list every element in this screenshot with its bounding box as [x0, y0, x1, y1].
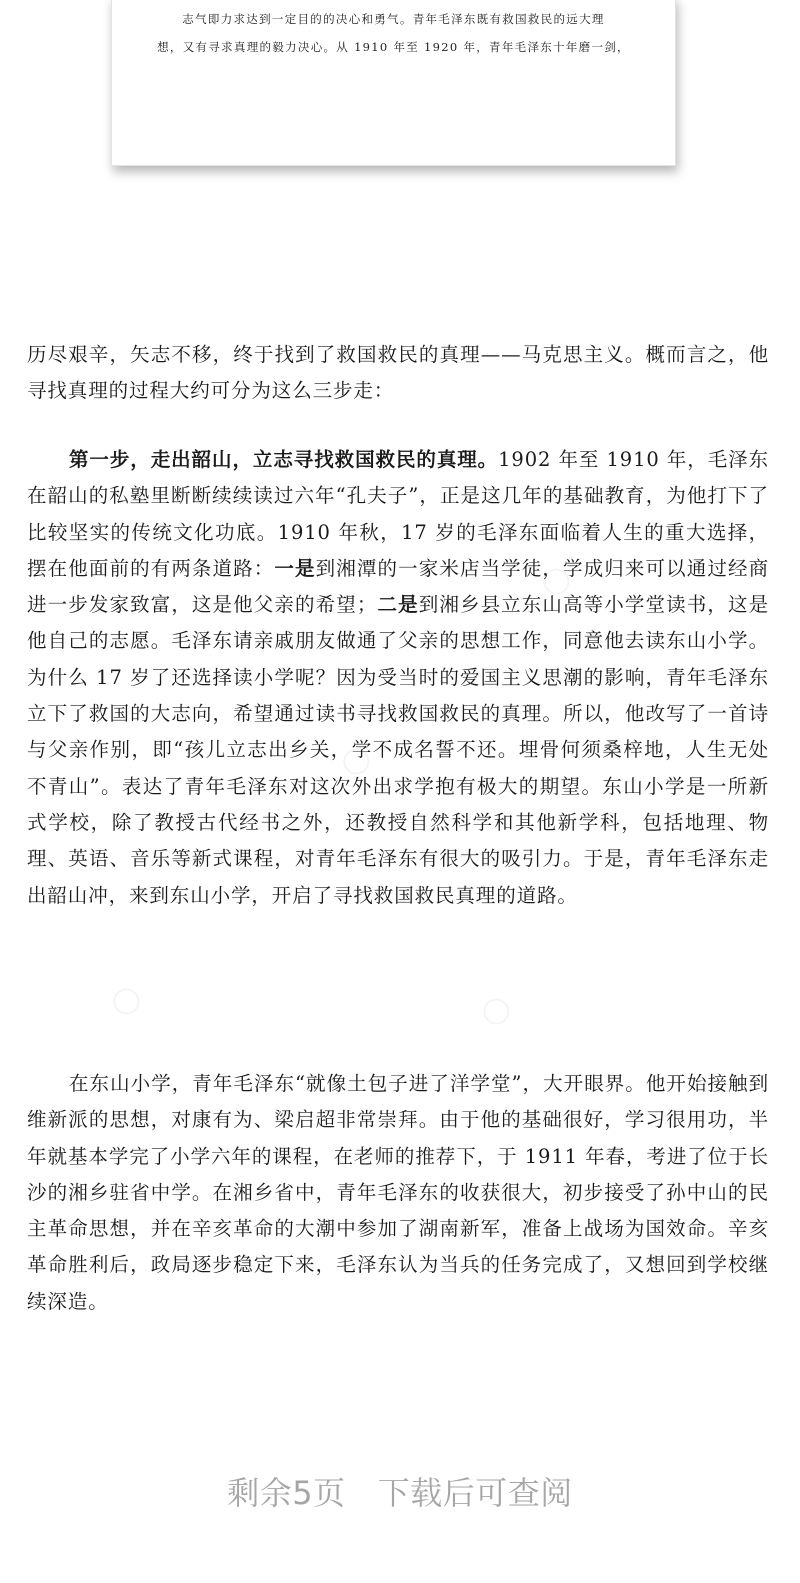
step-one-heading: 第一步，走出韶山，立志寻找救国救民的真理。	[69, 448, 499, 471]
watermark	[100, 975, 149, 1024]
step-one-text-c: 到湘乡县立东山高等小学堂读书，这是他自己的志愿。毛泽东请亲戚朋友做通了父亲的思想工作，同意他去读东山小学。为什么 17 岁了还选择读小学呢？因为受当时的爱国主义思潮的影响，青年毛泽东立下了救国的大志向，希望通过读书寻找救国救民的真理。所以，他改写了一首诗与父亲作别，即“孩儿立志出乡关，学不成名誓不还。埋骨何须桑梓地，人生无处不青山”。表达了青年毛泽东对这次外出求学抱有极大的期望。东山小学是一所新式学校，除了教授古代经书之外，还教授自然科学和其他新学科，包括地理、物理、英语、音乐等新式课程，对青年毛泽东有很大的吸引力。于是，青年毛泽东走出韶山冲，来到东山小学，开启了寻找救国救民真理的道路。	[27, 593, 769, 907]
intro-paragraph: 历尽艰辛，矢志不移，终于找到了救国救民的真理——马克思主义。概而言之，他寻找真理的过程大约可分为这么三步走：	[27, 343, 769, 403]
preview-line-2: 想，又有寻求真理的毅力决心。从 1910 年至 1920 年，青年毛泽东十年磨一剑，	[157, 40, 630, 54]
watermark	[470, 985, 519, 1034]
remaining-pages-label[interactable]: 剩余5页	[227, 1474, 346, 1512]
step-one-paragraph	[27, 442, 769, 914]
download-prompt[interactable]	[0, 1468, 800, 1514]
choice-two-label: 二是	[377, 593, 419, 617]
download-to-view-label[interactable]: 下载后可查阅	[377, 1474, 573, 1512]
choice-one-label: 一是	[274, 556, 316, 580]
step-one-text-a: 1902 年至 1910 年，毛泽东在韶山的私塾里断断续续读过六年“孔夫子”，正是这几年的基础教育，为他打下了比较坚实的传统文化功底。1910 年秋，17 岁的毛泽东面临着人生的重大选择，摆在他面前的有两条道路：	[27, 448, 769, 580]
document-preview-card	[111, 0, 676, 166]
dongshan-paragraph: 在东山小学，青年毛泽东“就像土包子进了洋学堂”，大开眼界。他开始接触到维新派的思想，对康有为、梁启超非常崇拜。由于他的基础很好，学习很用功，半年就基本学完了小学六年的课程，在老师的推荐下，于 1911 年春，考进了位于长沙的湘乡驻省中学。在湘乡省中，青年毛泽东的收获很大，初步接受了孙中山的民主革命思想，并在辛亥革命的大潮中参加了湖南新军，准备上战场为国效命。辛亥革命胜利后，政局逐步稳定下来，毛泽东认为当兵的任务完成了，又想回到学校继续深造。	[27, 1072, 769, 1313]
preview-line-1: 志气即力求达到一定目的的决心和勇气。青年毛泽东既有救国救民的远大理	[182, 12, 605, 26]
step-one-text-b: 到湘潭的一家米店当学徒，学成归来可以通过经商进一步发家致富，这是他父亲的希望；	[27, 556, 769, 617]
